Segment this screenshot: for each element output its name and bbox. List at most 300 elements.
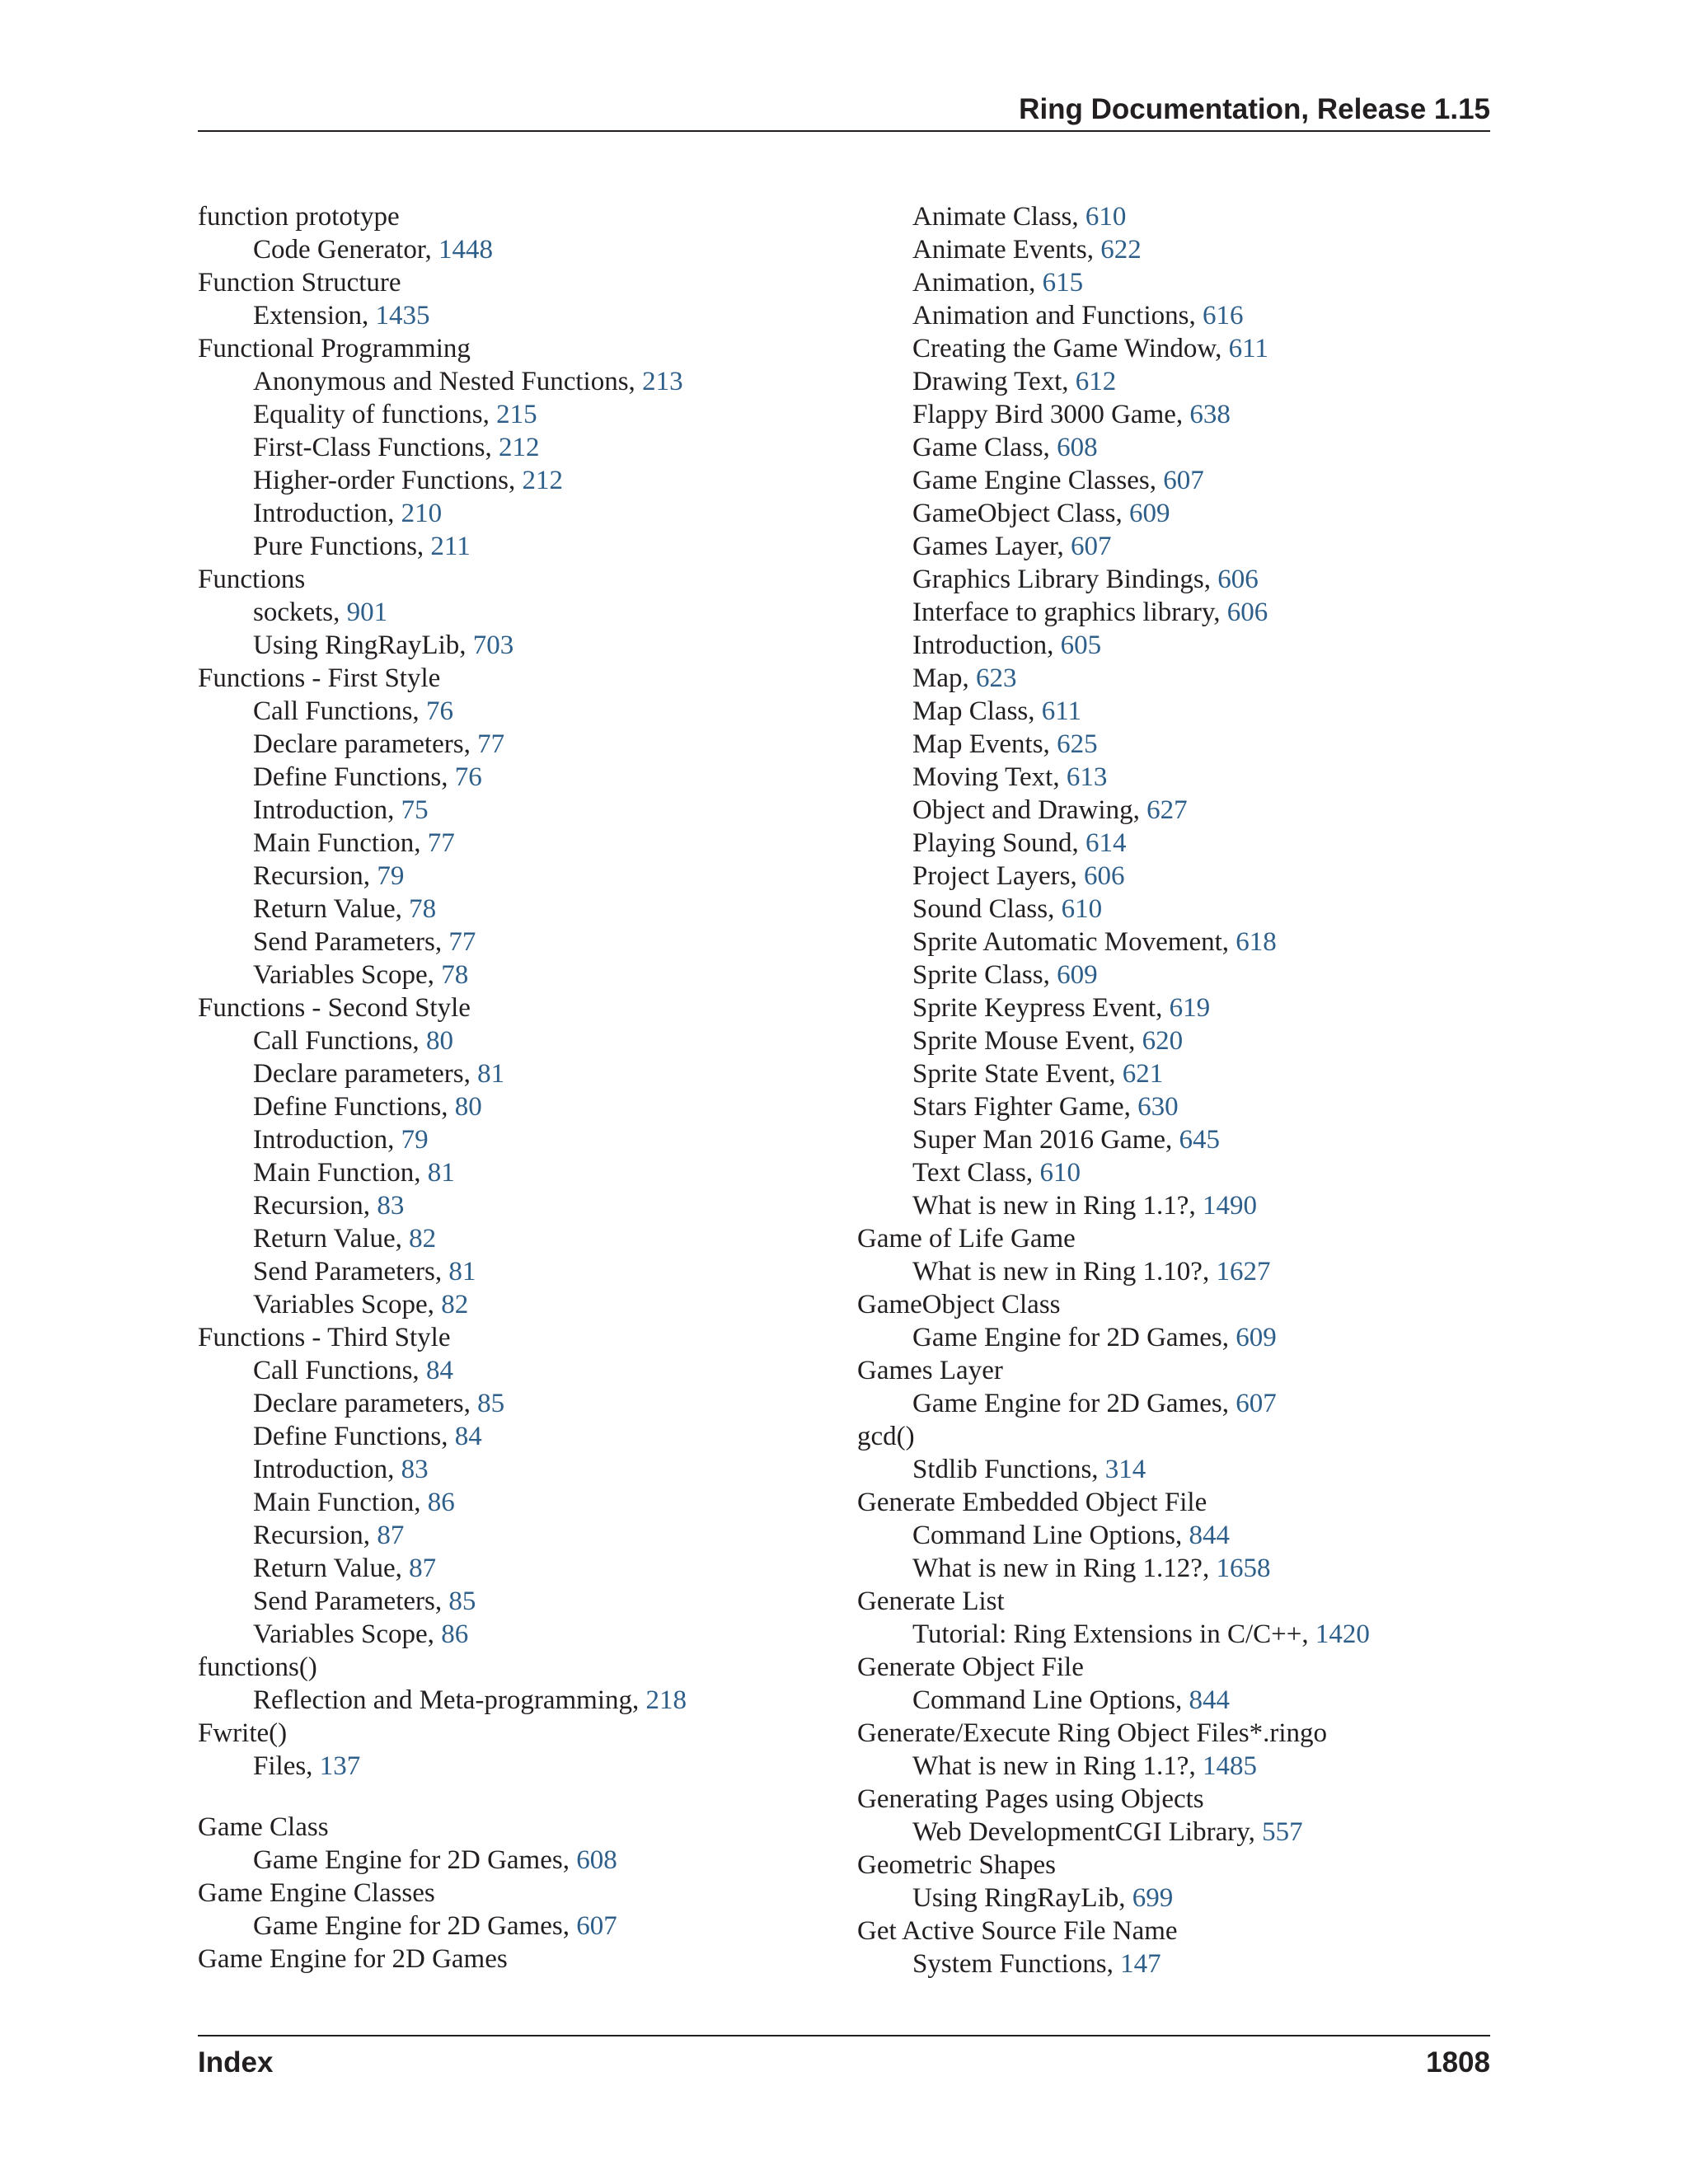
index-subentry (857, 398, 1370, 431)
entry-text: Command Line Options, (912, 1685, 1189, 1715)
entry-text: Map Class, (912, 696, 1042, 726)
entry-text: Functions - Third Style (198, 1323, 451, 1352)
index-subentry (857, 1321, 1370, 1354)
page-link[interactable]: 78 (441, 960, 469, 990)
entry-text: Recursion, (253, 861, 377, 891)
index-subentry (857, 200, 1370, 233)
entry-text: Introduction, (253, 1125, 401, 1155)
page-link[interactable]: 82 (441, 1290, 469, 1319)
index-subentry (198, 1486, 687, 1519)
index-entry (198, 1651, 687, 1684)
entry-text: Functions - First Style (198, 663, 441, 693)
index-subentry (857, 1057, 1370, 1090)
page-link[interactable]: 85 (448, 1586, 476, 1616)
entry-text: Define Functions, (253, 1092, 455, 1122)
index-subentry (198, 1057, 687, 1090)
index-entry (857, 1420, 1370, 1453)
index-column-left (198, 200, 687, 1975)
page-link[interactable]: 625 (1057, 729, 1098, 759)
page-link[interactable]: 84 (425, 1356, 453, 1385)
page-link[interactable]: 215 (496, 400, 537, 429)
page-link[interactable]: 630 (1137, 1092, 1179, 1122)
entry-text: Creating the Game Window, (912, 334, 1229, 363)
entry-text: Main Function, (253, 828, 428, 858)
entry-text: Declare parameters, (253, 1059, 478, 1089)
page-link[interactable]: 699 (1132, 1883, 1174, 1913)
index-subentry (198, 827, 687, 860)
entry-text: Web DevelopmentCGI Library, (912, 1817, 1263, 1847)
entry-text: Stars Fighter Game, (912, 1092, 1138, 1122)
index-entry (198, 1717, 687, 1750)
entry-text: Animate Events, (912, 235, 1101, 265)
index-entry (198, 332, 687, 365)
index-subentry (198, 629, 687, 662)
index-subentry (198, 1618, 687, 1651)
entry-text: GameObject Class, (912, 499, 1130, 528)
entry-text: Generate List (857, 1586, 1005, 1616)
index-entry (857, 1288, 1370, 1321)
entry-text: Using RingRayLib, (912, 1883, 1132, 1913)
index-entry (857, 1651, 1370, 1684)
page-link[interactable]: 78 (409, 894, 437, 924)
entry-text: Return Value, (253, 1554, 410, 1583)
page-link[interactable]: 620 (1142, 1026, 1184, 1056)
page-link[interactable]: 621 (1122, 1059, 1164, 1089)
page-link[interactable]: 87 (377, 1521, 405, 1550)
entry-text: Functions - Second Style (198, 993, 471, 1023)
index-entry (198, 200, 687, 233)
index-subentry (857, 1255, 1370, 1288)
index-subentry (198, 1420, 687, 1453)
index-subentry (198, 1090, 687, 1123)
index-entry (198, 266, 687, 299)
entry-text: Generate/Execute Ring Object Files*.ringo (857, 1718, 1327, 1748)
index-subentry (198, 398, 687, 431)
index-subentry (857, 530, 1370, 563)
page-link[interactable]: 1485 (1202, 1751, 1257, 1781)
entry-text: Command Line Options, (912, 1521, 1189, 1550)
index-subentry (198, 1354, 687, 1387)
page-link[interactable]: 608 (1057, 433, 1098, 462)
page-link[interactable]: 1627 (1216, 1257, 1271, 1286)
page-link[interactable]: 606 (1084, 861, 1125, 891)
index-entry (857, 1915, 1370, 1947)
page-link[interactable]: 557 (1262, 1817, 1303, 1847)
entry-text: GameObject Class (857, 1290, 1061, 1319)
page-link[interactable]: 218 (645, 1685, 687, 1715)
index-subentry (857, 1090, 1370, 1123)
index-subentry (198, 1519, 687, 1552)
page-link[interactable]: 610 (1061, 894, 1103, 924)
entry-text: Moving Text, (912, 762, 1067, 792)
page-link[interactable]: 611 (1041, 696, 1082, 726)
page-link[interactable]: 212 (522, 466, 564, 495)
entry-text: gcd() (857, 1422, 915, 1451)
index-subentry (198, 926, 687, 958)
entry-text: Return Value, (253, 1224, 410, 1254)
entry-text: Recursion, (253, 1521, 377, 1550)
page-link[interactable]: 81 (477, 1059, 505, 1089)
index-subentry (857, 1453, 1370, 1486)
index-entry (857, 1354, 1370, 1387)
page-link[interactable]: 79 (377, 861, 405, 891)
entry-text: Text Class, (912, 1158, 1040, 1188)
page-link[interactable]: 81 (448, 1257, 476, 1286)
entry-text: Variables Scope, (253, 1619, 442, 1649)
index-subentry (857, 563, 1370, 596)
index-subentry (198, 860, 687, 893)
page-link[interactable]: 607 (1236, 1389, 1277, 1418)
index-subentry (857, 991, 1370, 1024)
index-subentry (198, 1844, 687, 1877)
page-link[interactable]: 610 (1039, 1158, 1081, 1188)
entry-text: Sprite Class, (912, 960, 1057, 990)
page-link[interactable]: 619 (1169, 993, 1211, 1023)
entry-text: Animation, (912, 268, 1043, 298)
entry-text: Variables Scope, (253, 960, 442, 990)
page-link[interactable]: 627 (1146, 795, 1188, 825)
page-link[interactable]: 1420 (1315, 1619, 1370, 1649)
index-subentry (857, 728, 1370, 761)
index-subentry (198, 1123, 687, 1156)
page-number: 1808 (1426, 2046, 1490, 2079)
index-subentry (198, 794, 687, 827)
entry-text: Declare parameters, (253, 1389, 478, 1418)
page-link[interactable]: 75 (401, 795, 429, 825)
page-link[interactable]: 615 (1042, 268, 1084, 298)
index-subentry (198, 1684, 687, 1717)
page-link[interactable]: 608 (576, 1845, 617, 1875)
entry-text: Stdlib Functions, (912, 1455, 1105, 1484)
index-subentry (857, 662, 1370, 695)
index-entry (857, 1222, 1370, 1255)
entry-text: Game Class (198, 1812, 329, 1842)
index-subentry (857, 1816, 1370, 1849)
entry-text: functions() (198, 1652, 317, 1682)
index-subentry (857, 794, 1370, 827)
entry-text: Animation and Functions, (912, 301, 1203, 330)
index-subentry (198, 431, 687, 464)
index-subentry (198, 695, 687, 728)
entry-text: Send Parameters, (253, 927, 449, 957)
entry-text: function prototype (198, 202, 400, 232)
page-link[interactable]: 147 (1120, 1949, 1161, 1979)
entry-text: Project Layers, (912, 861, 1085, 891)
page-link[interactable]: 77 (448, 927, 476, 957)
page-link[interactable]: 82 (409, 1224, 437, 1254)
entry-text: Sprite Mouse Event, (912, 1026, 1142, 1056)
page-header (198, 92, 1490, 132)
page-link[interactable]: 79 (401, 1125, 429, 1155)
entry-text: Using RingRayLib, (253, 630, 473, 660)
index-entry (857, 1717, 1370, 1750)
page-link[interactable]: 622 (1100, 235, 1142, 265)
entry-text: Introduction, (253, 795, 401, 825)
index-subentry (857, 827, 1370, 860)
index-subentry (857, 1684, 1370, 1717)
index-subentry (857, 431, 1370, 464)
entry-text: Game Class, (912, 433, 1057, 462)
page-link[interactable]: 212 (498, 433, 540, 462)
entry-text: Game Engine for 2D Games, (253, 1911, 577, 1941)
entry-text: Send Parameters, (253, 1257, 449, 1286)
entry-text: Game Engine for 2D Games, (912, 1323, 1236, 1352)
entry-text: Flappy Bird 3000 Game, (912, 400, 1190, 429)
page-link[interactable]: 844 (1189, 1521, 1230, 1550)
entry-text: Introduction, (912, 630, 1061, 660)
page-link[interactable]: 83 (401, 1455, 429, 1484)
page-link[interactable]: 611 (1228, 334, 1268, 363)
index-subentry (857, 860, 1370, 893)
entry-text: Introduction, (253, 499, 401, 528)
page-link[interactable]: 87 (409, 1554, 437, 1583)
entry-text: Functions (198, 565, 306, 594)
index-subentry (857, 497, 1370, 530)
index-subentry (198, 497, 687, 530)
index-subentry (857, 1750, 1370, 1783)
page-link[interactable]: 86 (441, 1619, 469, 1649)
page-link[interactable]: 1448 (438, 235, 494, 265)
entry-text: Send Parameters, (253, 1586, 449, 1616)
index-subentry (198, 1552, 687, 1585)
index-subentry (857, 1123, 1370, 1156)
entry-text: Graphics Library Bindings, (912, 565, 1218, 594)
page-link[interactable]: 211 (430, 532, 471, 561)
entry-text: First-Class Functions, (253, 433, 499, 462)
index-subentry (857, 332, 1370, 365)
page-link[interactable]: 606 (1226, 598, 1268, 627)
entry-text: Game Engine for 2D Games (198, 1944, 508, 1974)
index-subentry (857, 596, 1370, 629)
document-title: Ring Documentation, Release 1.15 (1019, 93, 1490, 125)
entry-text: Generate Object File (857, 1652, 1084, 1682)
entry-text: Sound Class, (912, 894, 1062, 924)
entry-text: Super Man 2016 Game, (912, 1125, 1179, 1155)
index-subentry (198, 233, 687, 266)
entry-text: Call Functions, (253, 696, 426, 726)
entry-text: Introduction, (253, 1455, 401, 1484)
entry-text: Generate Embedded Object File (857, 1488, 1207, 1517)
index-entry (198, 662, 687, 695)
index-subentry (198, 1288, 687, 1321)
index-subentry (857, 695, 1370, 728)
index-entry (857, 1849, 1370, 1882)
index-entry (198, 1943, 687, 1975)
entry-text: Pure Functions, (253, 532, 431, 561)
page-link[interactable]: 645 (1179, 1125, 1221, 1155)
page-link[interactable]: 81 (427, 1158, 455, 1188)
index-subentry (857, 1618, 1370, 1651)
page-link[interactable]: 605 (1060, 630, 1102, 660)
footer-section-label: Index (198, 2046, 274, 2079)
index-entry (857, 1486, 1370, 1519)
page-link[interactable]: 612 (1075, 367, 1117, 396)
page-link[interactable]: 638 (1189, 400, 1231, 429)
index-subentry (857, 761, 1370, 794)
entry-text: sockets, (253, 598, 347, 627)
entry-text: Sprite Automatic Movement, (912, 927, 1236, 957)
index-subentry (857, 926, 1370, 958)
entry-text: Fwrite() (198, 1718, 288, 1748)
entry-text: What is new in Ring 1.1?, (912, 1751, 1203, 1781)
page-link[interactable]: 609 (1129, 499, 1170, 528)
page-link[interactable]: 213 (642, 367, 683, 396)
index-subentry (198, 1255, 687, 1288)
index-subentry (198, 1024, 687, 1057)
entry-text: Game Engine for 2D Games, (912, 1389, 1236, 1418)
index-subentry (857, 1519, 1370, 1552)
page-link[interactable]: 1490 (1202, 1191, 1257, 1221)
index-subentry (857, 893, 1370, 926)
page-link[interactable]: 901 (346, 598, 388, 627)
page-link[interactable]: 610 (1085, 202, 1127, 232)
index-subentry (857, 1947, 1370, 1980)
page-link[interactable]: 314 (1104, 1455, 1146, 1484)
entry-text: Define Functions, (253, 762, 455, 792)
index-subentry (198, 1750, 687, 1783)
entry-text: Code Generator, (253, 235, 439, 265)
index-subentry (198, 958, 687, 991)
index-entry (198, 991, 687, 1024)
page-link[interactable]: 607 (576, 1911, 617, 1941)
page-link[interactable]: 614 (1085, 828, 1127, 858)
page-link[interactable]: 609 (1236, 1323, 1277, 1352)
index-subentry (198, 1189, 687, 1222)
page-link[interactable]: 607 (1071, 532, 1112, 561)
entry-text: Playing Sound, (912, 828, 1085, 858)
page-link[interactable]: 80 (454, 1092, 482, 1122)
index-entry (198, 1877, 687, 1910)
page-link[interactable]: 623 (976, 663, 1017, 693)
entry-text: Reflection and Meta-programming, (253, 1685, 646, 1715)
page-link[interactable]: 609 (1057, 960, 1098, 990)
entry-text: What is new in Ring 1.10?, (912, 1257, 1217, 1286)
entry-text: Object and Drawing, (912, 795, 1147, 825)
page-link[interactable]: 80 (425, 1026, 453, 1056)
page-link[interactable]: 77 (477, 729, 505, 759)
index-subentry (198, 464, 687, 497)
entry-text: What is new in Ring 1.1?, (912, 1191, 1203, 1221)
index-subentry (198, 1387, 687, 1420)
entry-text: Return Value, (253, 894, 410, 924)
entry-text: Game Engine Classes, (912, 466, 1164, 495)
entry-text: Recursion, (253, 1191, 377, 1221)
page-link[interactable]: 86 (427, 1488, 455, 1517)
page-link[interactable]: 137 (319, 1751, 361, 1781)
entry-text: Get Active Source File Name (857, 1916, 1178, 1946)
entry-text: Files, (253, 1751, 320, 1781)
page-link[interactable]: 618 (1236, 927, 1277, 957)
index-subentry (198, 1585, 687, 1618)
page-link[interactable]: 84 (454, 1422, 482, 1451)
index-subentry (857, 1882, 1370, 1915)
index-entry (198, 1811, 687, 1844)
index-column-right (857, 200, 1370, 1980)
entry-text: Map, (912, 663, 976, 693)
letter-group-gap (198, 1783, 687, 1811)
index-subentry (198, 893, 687, 926)
page-link[interactable]: 210 (401, 499, 443, 528)
entry-text: Animate Class, (912, 202, 1085, 232)
page-link[interactable]: 616 (1202, 301, 1244, 330)
entry-text: Interface to graphics library, (912, 598, 1227, 627)
entry-text: Call Functions, (253, 1026, 426, 1056)
index-subentry (198, 1222, 687, 1255)
index-subentry (198, 365, 687, 398)
index-entry (857, 1585, 1370, 1618)
page-link[interactable]: 1435 (375, 301, 430, 330)
index-subentry (857, 1156, 1370, 1189)
index-subentry (198, 1910, 687, 1943)
index-subentry (857, 299, 1370, 332)
entry-text: What is new in Ring 1.12?, (912, 1554, 1217, 1583)
index-subentry (857, 266, 1370, 299)
entry-text: Declare parameters, (253, 729, 478, 759)
index-subentry (198, 1453, 687, 1486)
page-link[interactable]: 613 (1066, 762, 1108, 792)
entry-text: System Functions, (912, 1949, 1121, 1979)
entry-text: Game of Life Game (857, 1224, 1076, 1254)
index-subentry (857, 629, 1370, 662)
index-subentry (857, 233, 1370, 266)
entry-text: Main Function, (253, 1488, 428, 1517)
page-link[interactable]: 85 (477, 1389, 505, 1418)
entry-text: Main Function, (253, 1158, 428, 1188)
index-subentry (857, 1552, 1370, 1585)
page-link[interactable]: 606 (1217, 565, 1259, 594)
entry-text: Equality of functions, (253, 400, 497, 429)
page-footer (198, 2035, 1490, 2079)
index-subentry (198, 761, 687, 794)
index-entry (198, 1321, 687, 1354)
index-entry (857, 1783, 1370, 1816)
entry-text: Geometric Shapes (857, 1850, 1057, 1880)
index-subentry (198, 299, 687, 332)
entry-text: Map Events, (912, 729, 1057, 759)
page-link[interactable]: 607 (1163, 466, 1204, 495)
page-link[interactable]: 1658 (1216, 1554, 1271, 1583)
entry-text: Sprite State Event, (912, 1059, 1123, 1089)
index-subentry (198, 530, 687, 563)
entry-text: Tutorial: Ring Extensions in C/C++, (912, 1619, 1315, 1649)
index-subentry (198, 1156, 687, 1189)
entry-text: Function Structure (198, 268, 401, 298)
index-subentry (857, 464, 1370, 497)
page-link[interactable]: 844 (1189, 1685, 1230, 1715)
entry-text: Extension, (253, 301, 376, 330)
page-link[interactable]: 703 (472, 630, 514, 660)
index-entry (198, 563, 687, 596)
entry-text: Generating Pages using Objects (857, 1784, 1204, 1814)
index-subentry (857, 1387, 1370, 1420)
entry-text: Games Layer, (912, 532, 1071, 561)
index-subentry (198, 596, 687, 629)
entry-text: Drawing Text, (912, 367, 1076, 396)
entry-text: Call Functions, (253, 1356, 426, 1385)
page-link[interactable]: 76 (425, 696, 453, 726)
index-subentry (857, 365, 1370, 398)
entry-text: Anonymous and Nested Functions, (253, 367, 643, 396)
page-link[interactable]: 77 (427, 828, 455, 858)
page-link[interactable]: 76 (454, 762, 482, 792)
index-subentry (857, 958, 1370, 991)
entry-text: Variables Scope, (253, 1290, 442, 1319)
page-link[interactable]: 83 (377, 1191, 405, 1221)
index-subentry (857, 1189, 1370, 1222)
entry-text: Game Engine Classes (198, 1878, 435, 1908)
entry-text: Higher-order Functions, (253, 466, 523, 495)
index-subentry (198, 728, 687, 761)
